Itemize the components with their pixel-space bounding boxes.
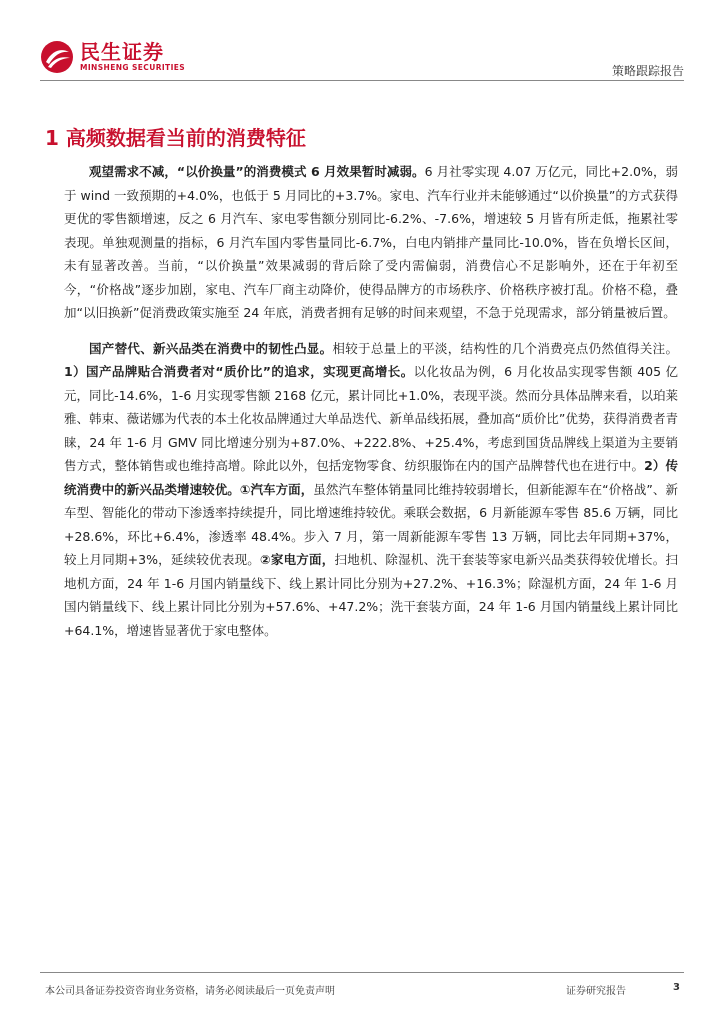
footer-divider <box>40 972 684 973</box>
paragraph-text: 扫地机、除湿机、洗干套装等家电新兴品类获得较优增长。扫地机方面，24 年 1-6 月国内销量线下、线上累计同比分别为+27.2%、+16.3%；除湿机方面，24 年 1-6 月国内销量线下、线上累计同比分别为+57.6%、+47.2%；洗干套装方面，24 年 1-6 月国内销量线上累计同比+64.1%，增速皆显著优于家电整体。 <box>64 552 678 638</box>
report-body <box>64 160 678 642</box>
paragraph-lead: 国产替代、新兴品类在消费中的韧性凸显。 <box>89 340 333 356</box>
paragraph-emphasis: 1）国产品牌贴合消费者对“质价比”的追求，实现更高增长。 <box>64 364 414 379</box>
header-divider <box>40 80 684 81</box>
paragraph-emphasis: 2）传统消费中的新兴品类增速较优。①汽车方面， <box>64 458 678 497</box>
page-header <box>40 36 684 80</box>
footer-disclaimer: 本公司具备证券投资咨询业务资格，请务必阅读最后一页免责声明 <box>45 986 335 997</box>
paragraph-text: 以化妆品为例，6 月化妆品实现零售额 405 亿元，同比-14.6%，1-6 月实现零售额 2168 亿元，累计同比+1.0%，表现平淡。然而分具体品牌来看，以珀莱雅、韩束、薇诺娜为代表的本土化妆品牌通过大单品迭代、新单品线拓展，叠加高“质价比”优势，获得消费者青睐，24 年 1-6 月 GMV 同比增速分别为+87.0%、+222.8%、+25.4%，考虑到国货品牌线上渠道为主要销售方式，整体销售或也维持高增。除此以外，包括宠物零食、纺织服饰在内的国产品牌替代也在进行中。 <box>64 364 678 473</box>
logo-name-cn: 民生证券 <box>80 40 164 64</box>
company-logo <box>40 40 185 74</box>
paragraph-text: 6 月社零实现 4.07 万亿元，同比+2.0%，弱于 wind 一致预期的+4.0%，也低于 5 月同比的+3.7%。家电、汽车行业并未能够通过“以价换量”的方式获得更优的零售额增速，反之 6 月汽车、家电零售额分别同比-6.2%、-7.6%，增速较 5 月皆有所走低，拖累社零表现。单独观测量的指标，6 月汽车国内零售量同比-6.7%，白电内销排产量同比-10.0%，皆在负增长区间，未有显著改善。当前，“以价换量”效果减弱的背后除了受内需偏弱，消费信心不足影响外，还在于年初至今，“价格战”逐步加剧，家电、汽车厂商主动降价，使得品牌方的市场秩序、价格秩序被打乱。价格不稳，叠加“以旧换新”促消费政策实施至 24 年底，消费者拥有足够的时间来观望，不急于兑现需求，部分销量被后置。 <box>64 164 679 320</box>
paragraph-resilience <box>64 337 678 643</box>
paragraph-consumption-mode <box>64 160 678 325</box>
page-number: 3 <box>673 982 680 993</box>
paragraph-emphasis: ②家电方面， <box>260 552 335 567</box>
paragraph-text: 虽然汽车整体销量同比维持较弱增长，但新能源车在“价格战”、新车型、智能化的带动下渗透率持续提升，同比增速维持较优。乘联会数据，6 月新能源车零售 85.6 万辆，同比+28.6%，环比+6.4%，渗透率 48.4%。步入 7 月，第一周新能源车零售 13 万辆，同比去年同期+37%，较上月同期+3%，延续较优表现。 <box>64 481 678 567</box>
logo-name-en: MINSHENG SECURITIES <box>80 63 186 72</box>
footer-doc-type: 证券研究报告 <box>566 986 626 997</box>
minsheng-logo-icon <box>40 40 74 74</box>
report-type-label: 策略跟踪报告 <box>611 64 684 78</box>
section-heading: 1 高频数据看当前的消费特征 <box>45 126 306 150</box>
paragraph-lead: 观望需求不减，“以价换量”的消费模式 6 月效果暂时减弱。 <box>89 164 425 179</box>
paragraph-text: 相较于总量上的平淡，结构性的几个消费亮点仍然值得关注。 <box>332 340 678 356</box>
